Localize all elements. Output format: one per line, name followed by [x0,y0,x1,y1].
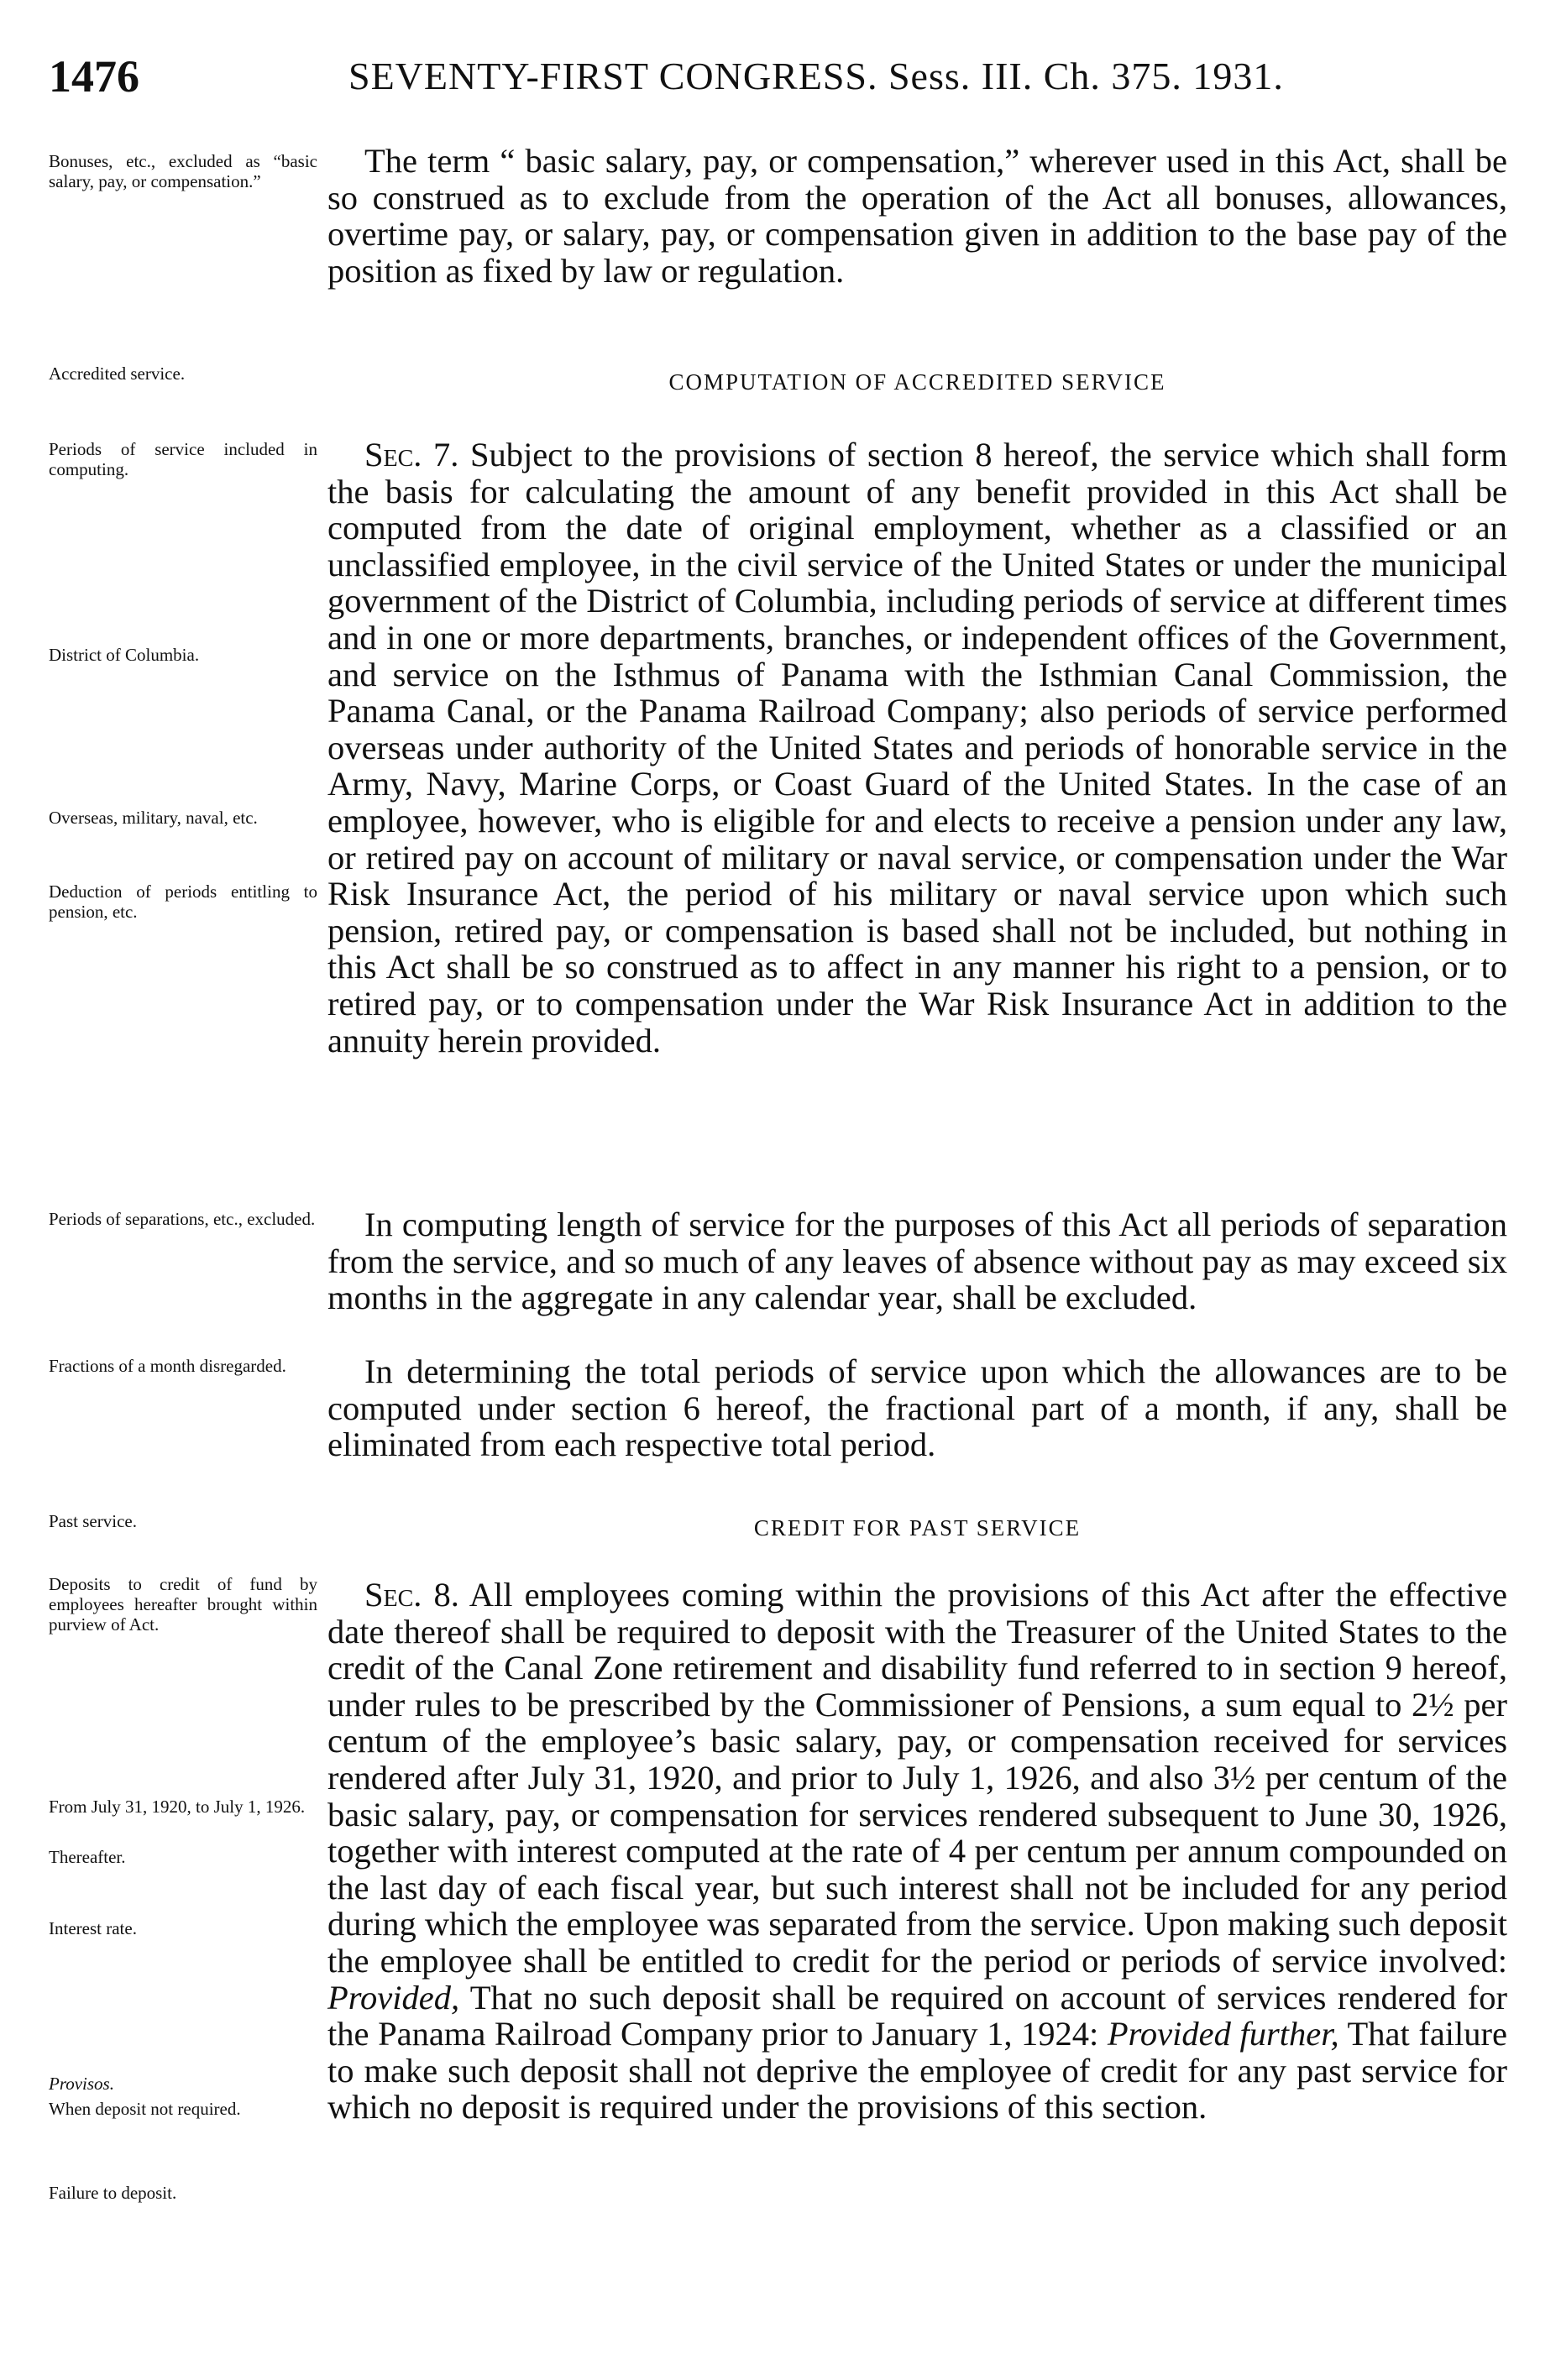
sidenote-provisos: Provisos. [49,2074,114,2094]
paragraph-fraction [327,1353,1507,1463]
sidenote-interest: Interest rate. [49,1918,137,1938]
section-7-paragraph [327,437,1507,1059]
section-8-text-3: That failure to make such deposit shall not deprive the employee of credit for any past service for which no deposit is required under the provisions of this section. [327,2015,1508,2126]
sidenote-bonuses: Bonuses, etc., excluded as “basic salary, pay, or compensation.” [49,151,317,191]
sidenote-district: District of Columbia. [49,645,200,665]
page-header [0,50,1561,109]
section-7-label: Sec. 7. [364,436,459,473]
paragraph-basic-salary-text: The term “ basic salary, pay, or compensation,” wherever used in this Act, shall be so construed as to exclude from the operation of the Act all bonuses, allowances, overtime pay, or salary, pay, or compensation given in addition to the base pay of the position as fixed by law or regulation. [327,142,1507,290]
heading-past-service: CREDIT FOR PAST SERVICE [753,1515,1082,1540]
sidenote-accredited: Accredited service. [49,364,186,384]
section-8-text-2: That no such deposit shall be required on account of services rendered for the Panama Railroad Company prior to January 1, 1924: [327,1978,1507,2053]
section-8-provided-further: Provided further, [1107,2015,1339,2053]
sidenote-past: Past service. [49,1511,137,1531]
paragraph-basic-salary [327,143,1507,289]
section-8-label: Sec. 8. [364,1576,459,1614]
heading-computation: COMPUTATION OF ACCREDITED SERVICE [668,369,1166,395]
section-8-provided: Provided, [327,1978,460,2016]
sidenote-when-deposit: When deposit not required. [49,2099,241,2119]
section-8 [327,1577,1507,2126]
sidenote-from-july: From July 31, 1920, to July 1, 1926. [49,1797,306,1817]
section-7-text: Subject to the provisions of section 8 hereof, the service which shall form the basis for calculating the amount of any benefit provided in this Act shall be computed from the date of original employment, whether as a classified or an unclassified employee, in the civil service of the United States or under the municipal government of the District of Columbia, including periods of service at different times and in one or more departments, branches, or independent offices of the Government, and service on the Isthmus of Panama with the Isthmian Canal Commission, the Panama Canal, or the Panama Railroad Company; also periods of service performed overseas under authority of the United States and periods of honorable service in the Army, Navy, Marine Corps, or Coast Guard of the United States. In the case of an employee, however, who is eligible for and elects to receive a pension under any law, or retired pay on account of military or naval service, or compensation under the War Risk Insurance Act, the period of his military or naval service upon which such pension, retired pay, or compensation is based shall not be included, but nothing in this Act shall be so construed as to affect in any manner his right to a pension, or to retired pay, or to compensation under the War Risk Insurance Act in addition to the annuity herein provided. [327,436,1507,1059]
sidenote-deposits: Deposits to credit of fund by employees hereafter brought within purview of Act. [49,1574,317,1635]
sidenote-failure: Failure to deposit. [49,2183,177,2203]
paragraph-separation [327,1206,1507,1316]
section-8-text-1: All employees coming within the provisions of this Act after the effective date thereof shall be required to deposit with the Treasurer of the United States to the credit of the Canal Zone retirement and disability fund referred to in section 9 hereof, under rules to be prescribed by the Commissioner of Pensions, a sum equal to 2½ per centum of the employee’s basic salary, pay, or compensation received for services rendered after July 31, 1920, and prior to July 1, 1926, and also 3½ per centum of the basic salary, pay, or compensation for services rendered subsequent to June 30, 1926, together with interest computed at the rate of 4 per centum per annum compounded on the last day of each fiscal year, but such interest shall not be included for any period during which the employee was separated from the service. Upon making such deposit the employee shall be entitled to credit for the period or periods of service involved: [327,1576,1507,1980]
sidenote-deduction: Deduction of periods entitling to pension, etc. [49,881,317,922]
sidenote-thereafter: Thereafter. [49,1847,126,1867]
paragraph-fraction-text: In determining the total periods of service upon which the allowances are to be computed under section 6 hereof, the fractional part of a month, if any, shall be eliminated from each respective total period. [327,1352,1507,1464]
sidenote-overseas: Overseas, military, naval, etc. [49,808,258,828]
page-number: 1476 [49,51,139,102]
sidenote-fractions: Fractions of a month disregarded. [49,1356,286,1376]
sidenote-periods: Periods of service included in computing. [49,439,317,479]
running-head: SEVENTY-FIRST CONGRESS. Sess. III. Ch. 375. 1931. [348,55,1284,97]
section-7 [327,437,1507,1059]
section-8-paragraph [327,1577,1507,2126]
paragraph-separation-text: In computing length of service for the purposes of this Act all periods of separation from the service, and so much of any leaves of absence without pay as may exceed six months in the aggregate in any calendar year, shall be excluded. [327,1206,1507,1317]
sidenote-separations: Periods of separations, etc., excluded. [49,1209,316,1229]
